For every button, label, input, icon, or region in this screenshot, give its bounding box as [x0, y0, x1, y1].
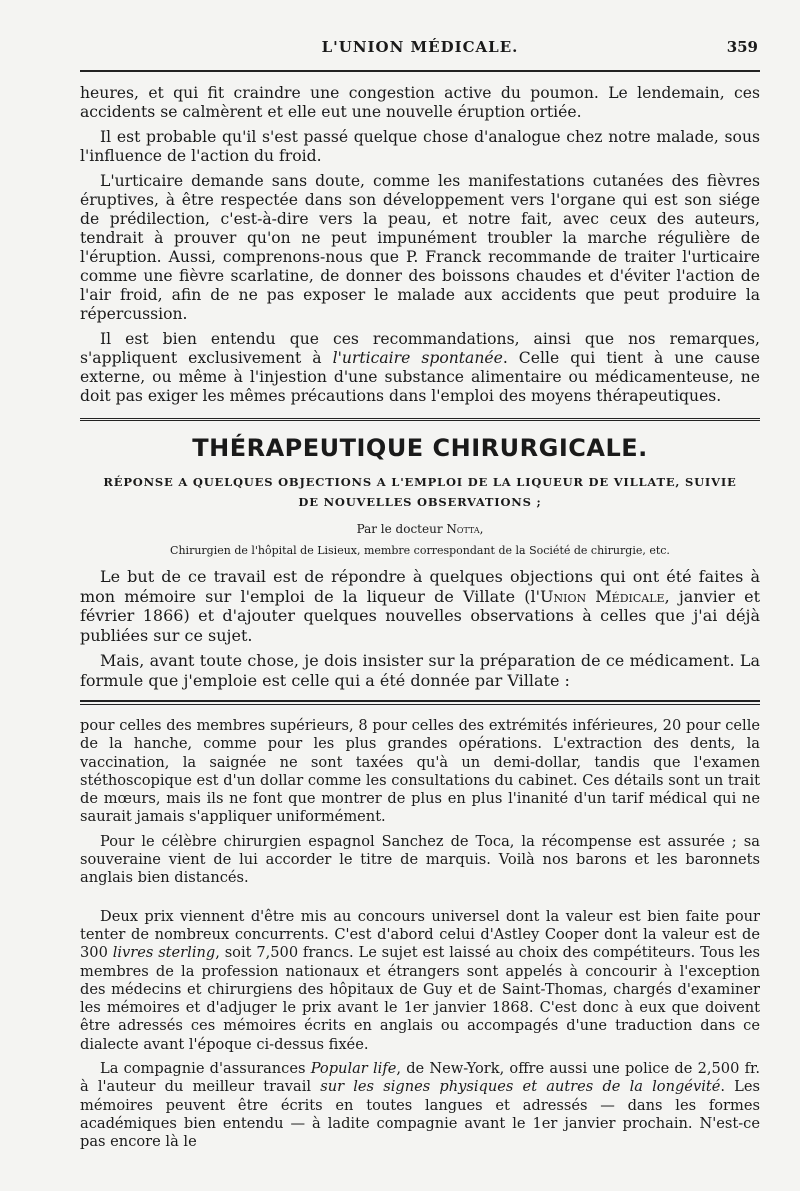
text-run: , de New-York, offre aussi une police de 2,500 fr. à l'auteur du meilleur travail [80, 1060, 760, 1096]
emphasis-text: l'urticaire spontanée [332, 349, 503, 367]
paragraph [80, 1060, 760, 1151]
company-name: Popular life [310, 1060, 397, 1078]
article-body [80, 567, 760, 690]
paragraph: L'urticaire demande sans doute, comme les manifestations cutanées des fièvres éruptives, à être respectée dans son développement vers l'organe qui est son siége de prédilection, c'est-à-dire vers la peau, et notre fait, avec ceux des auteurs, tendrait à prouver qu'on ne peut impunément troubler la marche régulière de l'éruption. Aussi, comprenons-nous que P. Franck recommande de traiter l'urticaire comme une fièvre scarlatine, de donner des boissons chaudes et d'éviter l'action de l'air froid, afin de ne pas exposer le malade aux accidents que peut produire la répercussion. [80, 172, 760, 323]
paragraph: Mais, avant toute chose, je dois insister sur la préparation de ce médicament. La formule que j'emploie est celle qui a été donnée par Villate : [80, 651, 760, 690]
paragraph [80, 330, 760, 406]
text-run: , soit 7,500 francs. Le sujet est laissé au choix des compétiteurs. Tous les membres de la profession nationaux et étrangers sont appelés à concourir à l'exception des médecins et chirurgiens des hôpitaux de Guy et de Saint-Thomas, chargés d'examiner les mémoires et d'adjuger le prix avant le 1er janvier 1868. C'est donc à eux que doivent être adressés ces mémoires écrits en anglais ou accompagés d'une traduction dans ce dialecte avant l'époque ci-dessus fixée. [80, 944, 760, 1053]
page-header [80, 34, 760, 72]
text-run: . Les mémoires peuvent être écrits en toutes langues et adressés — dans les formes académiques bien entendu — à ladite compagnie avant le 1er janvier prochain. N'est-ce pas encore là le [80, 1078, 760, 1151]
text-run: Il est bien entendu que ces recommandations, ainsi que nos remarques, s'appliquent exclusivement à [80, 330, 760, 367]
urticaria-article-end [80, 84, 760, 406]
paragraph: Pour le célèbre chirurgien espagnol Sanchez de Toca, la récompense est assurée ; sa souveraine vient de lui accorder le titre de marquis. Voilà nos barons et les baronnets anglais bien distancés. [80, 832, 760, 887]
running-title: L'UNION MÉDICALE. [321, 38, 519, 56]
text-run: . Celle qui tient à une cause externe, ou même à l'injestion d'une substance alimentaire ou médicamenteuse, ne doit pas exiger les mêmes précautions dans l'emploi des moyens thérapeutiques. [80, 349, 760, 405]
paragraph: Il est probable qu'il s'est passé quelque chose d'analogue chez notre malade, sous l'influence de l'action du froid. [80, 128, 760, 165]
emphasis-text: livres sterling [112, 944, 216, 962]
paragraph: pour celles des membres supérieurs, 8 pour celles des extrémités inférieures, 20 pour celle de la hanche, comme pour les plus grandes opérations. L'extraction des dents, la vaccination, la saignée ne sont taxées qu'à un demi-dollar, tandis que l'examen stéthoscopique est d'un dollar comme les consultations du cabinet. Ces détails sont un trait de mœurs, mais ils ne font que montrer de plus en plus l'inanité d'un tarif médical qui ne saurait jamais s'appliquer uniformément. [80, 717, 760, 826]
paragraph: heures, et qui fit craindre une congestion active du poumon. Le lendemain, ces accidents se calmèrent et elle eut une nouvelle éruption ortiée. [80, 84, 760, 121]
section-rubric: THÉRAPEUTIQUE CHIRURGICALE. [192, 434, 648, 462]
feuilleton-divider [80, 700, 760, 705]
subtitle-line: RÉPONSE A QUELQUES OBJECTIONS A L'EMPLOI DE LA LIQUEUR DE VILLATE, SUIVIE [103, 475, 737, 489]
author-suffix: , [479, 522, 484, 536]
author-role: Chirurgien de l'hôpital de Lisieux, membre correspondant de la Société de chirurgie, etc. [170, 544, 670, 557]
author-line [80, 522, 760, 536]
feuilleton-section [80, 717, 760, 1152]
text-run: Deux prix viennent d'être mis au concours universel dont la valeur est bien faite pour tenter de nombreux concurrents. C'est d'abord celui d'Astley Cooper dont la valeur est de 300 [80, 907, 760, 962]
section-divider [80, 418, 760, 424]
paragraph [80, 908, 760, 1054]
subtitle-line: DE NOUVELLES OBSERVATIONS ; [298, 495, 542, 509]
journal-name: Union Médicale [540, 586, 665, 606]
text-run: Le but de ce travail est de répondre à quelques objections qui ont été faites à mon mémoire sur l'emploi de la liqueur de Villate (l' [80, 567, 760, 606]
emphasis-text: sur les signes physiques et autres de la longévité [320, 1078, 721, 1096]
page-number: 359 [726, 38, 758, 56]
text-run: , janvier et février 1866) et d'ajouter quelques nouvelles observations à celles que j'ai déjà publiées sur ce sujet. [80, 586, 760, 645]
article-subtitle [80, 472, 760, 512]
author-prefix: Par le docteur [356, 522, 447, 536]
paragraph [80, 567, 760, 645]
text-run: La compagnie d'assurances [100, 1060, 311, 1078]
therapeutics-article [80, 434, 760, 690]
author-name: Notta [446, 522, 480, 536]
